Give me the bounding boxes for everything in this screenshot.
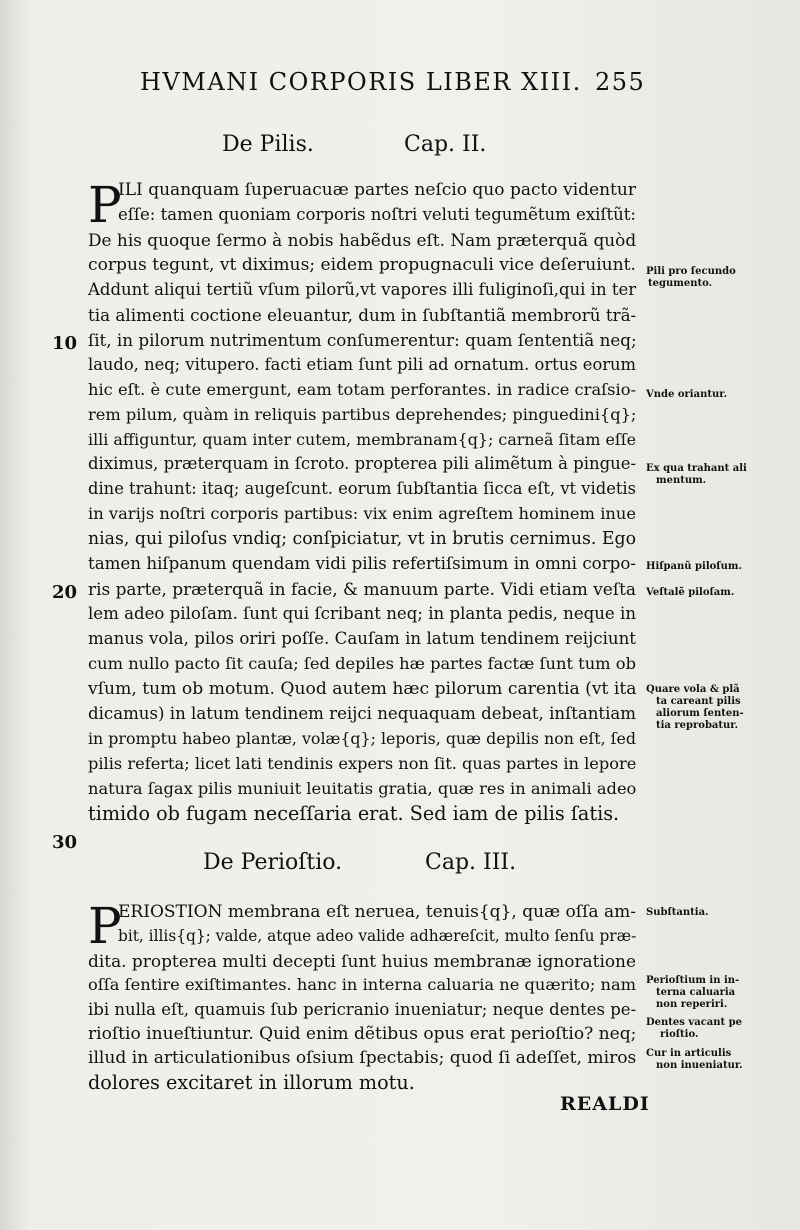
text-line: ibi nulla eſt, quamuis ſub pericranio inueniatur; neque dentes pe- bbox=[88, 999, 637, 1019]
text-line: eſſe: tamen quoniam corporis noſtri veluti tegumẽtum exiſtũt: bbox=[118, 204, 636, 224]
note-line: tia reprobatur. bbox=[656, 720, 739, 731]
note-line: Dentes vacant pe bbox=[646, 1017, 742, 1028]
margin-note bbox=[646, 266, 786, 290]
note-line: rioſtio. bbox=[660, 1029, 699, 1040]
note-line: Pili pro ſecundo bbox=[646, 266, 736, 277]
text-line: diximus, præterquam in ſcroto. propterea pili alimẽtum à pingue- bbox=[88, 454, 637, 474]
chapter-title: De Pilis. bbox=[222, 132, 314, 157]
margin-note bbox=[646, 975, 786, 1011]
text-line: rioſtio inueſtiuntur. Quid enim dẽtibus opus erat perioſtio? neq; bbox=[88, 1024, 637, 1044]
text-line: illi affiguntur, quam inter cutem, membranam{q}; carneã ſitam eſſe bbox=[88, 429, 636, 449]
note-line: non inueniatur. bbox=[656, 1060, 743, 1071]
text-line: rem pilum, quàm in reliquis partibus deprehendes; pinguedini{q}; bbox=[88, 404, 637, 424]
text-line: ERIOSTION membrana eſt neruea, tenuis{q}, quæ oſſa am- bbox=[118, 902, 636, 922]
text-line: cum nullo pacto ſit cauſa; ſed depiles hæ partes factæ ſunt tum ob bbox=[88, 654, 636, 674]
line-number: 10 bbox=[52, 333, 78, 354]
text-line: Addunt aliqui tertiũ vſum pilorũ,vt vapores illi fuliginoſi,qui in ter bbox=[88, 279, 637, 299]
note-line: aliorum ſenten- bbox=[656, 708, 744, 719]
note-line: Vnde oriantur. bbox=[646, 389, 728, 400]
text-line: vſum, tum ob motum. Quod autem hæc pilorum carentia (vt ita bbox=[88, 679, 637, 699]
text-line: nias, qui piloſus vndiq; conſpiciatur, vt in brutis cernimus. Ego bbox=[88, 529, 636, 550]
text-line: ris parte, præterquã in facie, & manuum parte. Vidi etiam veſta bbox=[88, 579, 636, 600]
chapter-title: De Perioſtio. bbox=[203, 850, 343, 875]
chapter-number: Cap. II. bbox=[404, 132, 487, 157]
running-title: HVMANI CORPORIS LIBER XIII. bbox=[140, 68, 582, 96]
page-number: 255 bbox=[595, 68, 646, 96]
text-line: dolores excitaret in illorum motu. bbox=[88, 1070, 415, 1094]
text-line: ILI quanquam ſuperuacuæ partes neſcio quo pacto videntur bbox=[118, 180, 636, 200]
text-line: ſit, in pilorum nutrimentum conſumerentur: quam ſententiã neq; bbox=[88, 329, 637, 350]
margin-note bbox=[646, 1017, 786, 1041]
text-line: manus vola, pilos oriri poſſe. Cauſam in latum tendinem reijciunt bbox=[88, 629, 636, 649]
text-line: natura ſagax pilis muniuit leuitatis gratia, quæ res in animali adeo bbox=[88, 778, 637, 798]
text-line: dine trahunt: itaq; augeſcunt. eorum ſubſtantia ſicca eſt, vt videtis bbox=[88, 479, 637, 499]
chapter-number: Cap. III. bbox=[425, 850, 517, 875]
note-line: Cur in articulis bbox=[646, 1048, 732, 1059]
margin-note bbox=[646, 389, 786, 401]
text-line: pilis referta; licet lati tendinis expers non ſit. quas partes in lepore bbox=[88, 753, 637, 773]
drop-cap: P bbox=[88, 176, 122, 234]
margin-note bbox=[646, 907, 786, 919]
margin-note bbox=[646, 561, 786, 573]
margin-note bbox=[646, 587, 786, 599]
note-line: Hiſpanũ piloſum. bbox=[646, 561, 742, 572]
margin-note bbox=[646, 1048, 786, 1072]
note-line: non reperiri. bbox=[656, 999, 728, 1010]
text-line: illud in articulationibus oſsium ſpectabis; quod ſi adeſſet, miros bbox=[88, 1048, 637, 1069]
line-number: 20 bbox=[52, 582, 78, 603]
text-line: De his quoque ſermo à nobis habẽdus eſt. Nam præterquã quòd bbox=[88, 229, 637, 250]
catchword: REALDI bbox=[560, 1093, 650, 1115]
note-line: tegumento. bbox=[648, 278, 713, 289]
note-line: ta careant pilis bbox=[656, 696, 741, 707]
text-line: timido ob fugam neceſſaria erat. Sed iam de pilis ſatis. bbox=[88, 801, 620, 825]
text-line: lem adeo piloſam. ſunt qui ſcribant neq; in planta pedis, neque in bbox=[88, 604, 636, 624]
text-line: tamen hiſpanum quendam vidi pilis refertiſsimum in omni corpo- bbox=[88, 554, 636, 574]
text-line: laudo, neq; vitupero. facti etiam ſunt pili ad ornatum. ortus eorum bbox=[88, 354, 636, 374]
note-line: mentum. bbox=[656, 475, 707, 486]
text-line: in promptu habeo plantæ, volæ{q}; leporis, quæ depilis non eſt, ſed bbox=[88, 728, 636, 748]
text-line: in varijs noſtri corporis partibus: vix enim agreſtem hominem inue bbox=[88, 504, 636, 524]
margin-note bbox=[646, 684, 786, 732]
text-line: dita. propterea multi decepti ſunt huius membranæ ignoratione bbox=[88, 950, 636, 971]
margin-note bbox=[646, 463, 786, 487]
drop-cap: P bbox=[88, 897, 122, 955]
note-line: Subſtantia. bbox=[646, 907, 709, 918]
text-line: bit, illis{q}; valde, atque adeo valide adhæreſcit, multo ſenſu præ- bbox=[118, 927, 637, 946]
text-line: hic eſt. è cute emergunt, eam totam perforantes. in radice craſsio- bbox=[88, 379, 636, 399]
text-line: tia alimenti coctione eleuantur, dum in ſubſtantiã membrorũ trã- bbox=[88, 304, 637, 325]
note-line: terna caluaria bbox=[656, 987, 736, 998]
text-line: corpus tegunt, vt diximus; eidem propugnaculi vice deſeruiunt. bbox=[88, 254, 636, 275]
note-line: Quare vola & plã bbox=[646, 684, 740, 695]
text-line: oſſa ſentire exiſtimantes. hanc in interna caluaria ne quærito; nam bbox=[88, 975, 636, 995]
note-line: Veſtalẽ piloſam. bbox=[646, 587, 735, 598]
note-line: Perioſtium in in- bbox=[646, 975, 740, 986]
text-line: dicamus) in latum tendinem reijci nequaquam debeat, inſtantiam bbox=[88, 703, 636, 723]
note-line: Ex qua trahant ali bbox=[646, 463, 747, 474]
line-number: 30 bbox=[52, 832, 78, 853]
